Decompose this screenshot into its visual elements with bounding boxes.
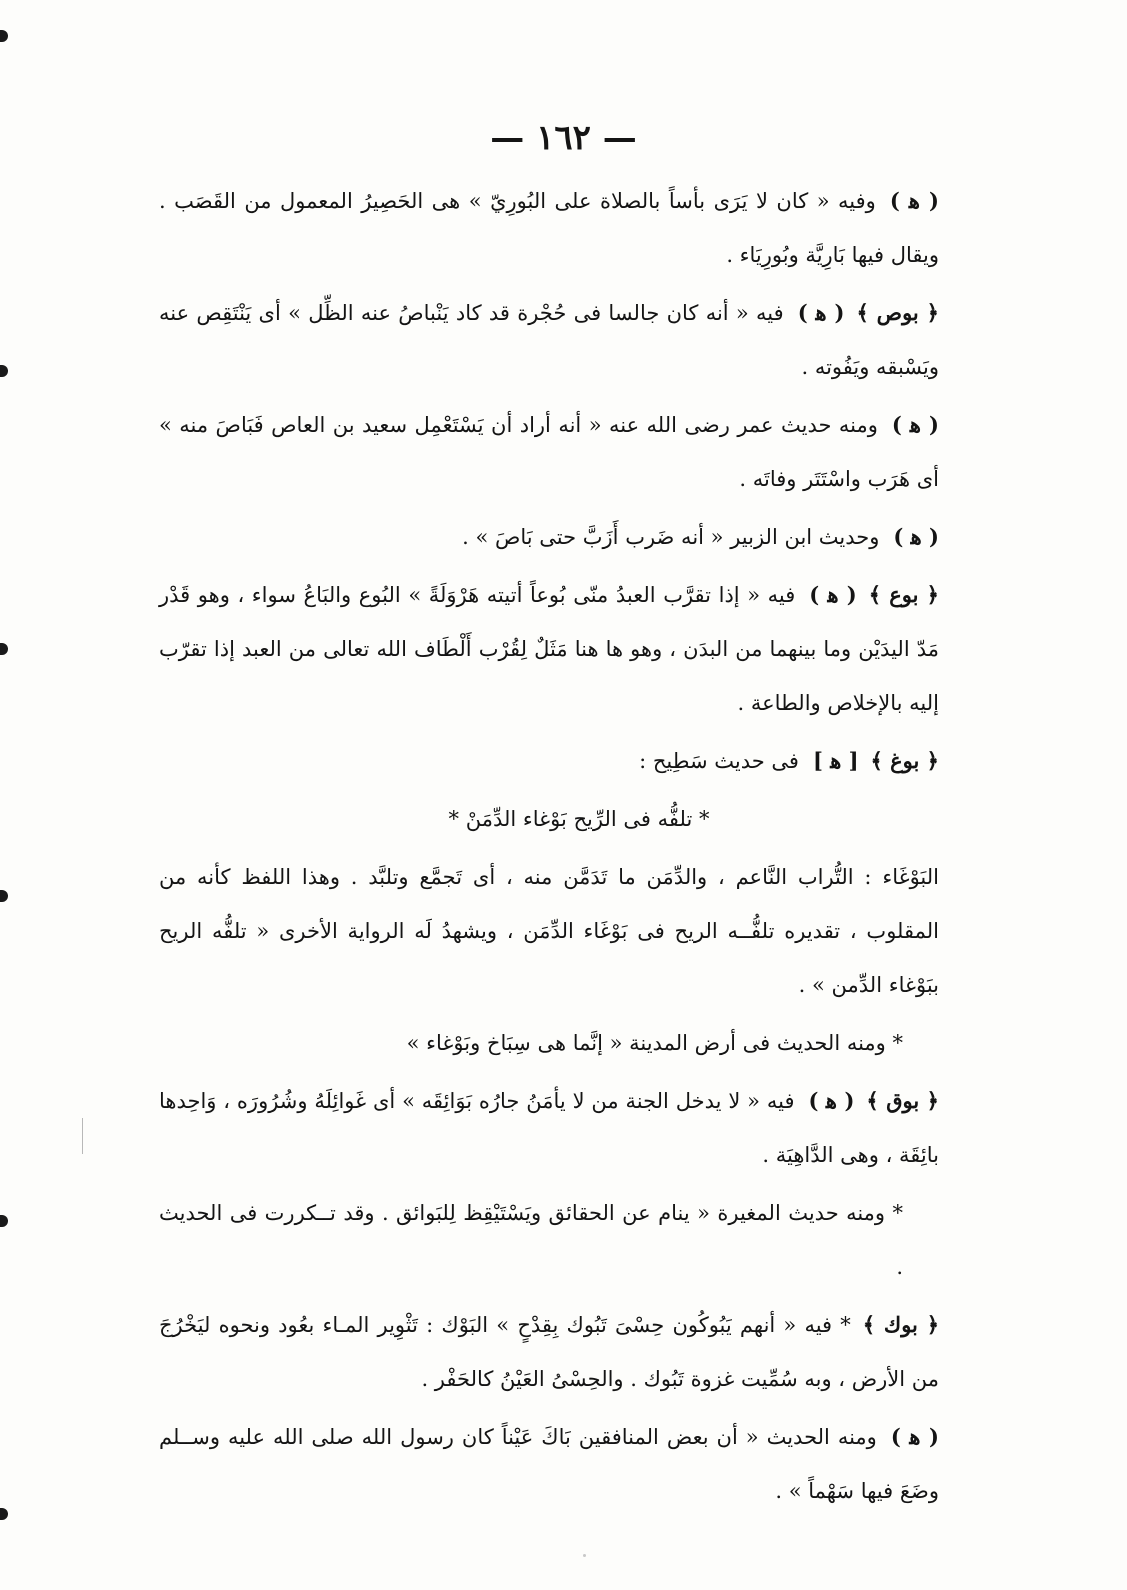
scan-dust-dot bbox=[583, 1554, 586, 1557]
entry-paragraph bbox=[159, 1074, 939, 1182]
entry-root-heading: ﴿ بوع ﴾ bbox=[868, 582, 939, 607]
source-mark: ( ﻫ ) bbox=[893, 524, 939, 549]
source-mark: ( ﻫ ) bbox=[889, 188, 939, 213]
entry-paragraph bbox=[159, 1410, 939, 1518]
page-body bbox=[159, 174, 939, 1522]
paragraph-text: * ومنه حديث المغيرة « ينام عن الحقائق ويَسْتَيْقِظ لِلبَوائق . وقد تــكررت فى الحديث . bbox=[159, 1201, 903, 1279]
entry-paragraph bbox=[159, 398, 939, 506]
paragraph-text: فيه « لا يدخل الجنة من لا يأمَنُ جارُه بَوَائِقَه » أى غَوائِلَهُ وشُرُورَه ، وَاحِدها بائِقَة ، وهى الدَّاهِيَة . bbox=[159, 1089, 939, 1167]
verse-line bbox=[159, 792, 939, 846]
scan-edge-mark bbox=[0, 643, 8, 655]
scan-edge-mark bbox=[0, 365, 8, 377]
entry-root-heading: ﴿ بوغ ﴾ bbox=[870, 748, 939, 773]
paragraph-text: البَوْغَاء : التُّراب النَّاعم ، والدِّمَن ما تَدَمَّن منه ، أى تَجمَّع وتلبَّد . وهذا اللفظ كأنه من المقلوب ، تقديره تلفُّــه الريح فى بَوْغَاء الدِّمَن ، ويشهدُ لَه الرواية الأخرى « تلفُّه الريح ببَوْغاء الدِّمن » . bbox=[159, 865, 939, 997]
source-mark: ( ﻫ ) bbox=[808, 1088, 855, 1113]
paragraph-text: فيه « إذا تقرَّب العبدُ منّى بُوعاً أتيته هَرْوَلَةً » البُوع والبَاعُ سواء ، وهو قَدْر مَدّ اليدَيْن وما بينهما من البدَن ، وهو ها هنا مَثَلٌ لِقُرْب أَلْطَاف الله تعالى من العبد إذا تقرّب إليه بالإخلاص والطاعة . bbox=[159, 583, 939, 715]
entry-root-heading: ﴿ بوص ﴾ bbox=[856, 300, 939, 325]
entry-paragraph bbox=[159, 286, 939, 394]
paragraph-text: * فيه « أنهم يَبُوكُون حِسْىَ تَبُوك بِقِدْحٍ » البَوْك : تَثْوِير المـاء بعُود ونحوه ليَخْرُجَ من الأرض ، وبه سُمِّيت غزوة تَبُوك . والحِسْىُ العَيْنُ كالحَفْر . bbox=[159, 1313, 939, 1391]
scan-edge-mark bbox=[0, 1215, 8, 1227]
paragraph-text: * تلفُّه فى الرِّيح بَوْغاء الدِّمَنْ * bbox=[448, 807, 710, 831]
paragraph-text: وحديث ابن الزبير « أنه ضَرب أَزَبَّ حتى بَاصَ » . bbox=[462, 525, 880, 549]
entry-paragraph bbox=[159, 510, 939, 564]
entry-paragraph bbox=[159, 1016, 939, 1070]
source-mark: ( ﻫ ) bbox=[809, 582, 857, 607]
page-number: — ١٦٢ — bbox=[490, 118, 637, 158]
entry-paragraph bbox=[159, 734, 939, 788]
scan-margin-line bbox=[82, 1118, 83, 1154]
entry-root-heading: ﴿ بوق ﴾ bbox=[866, 1088, 939, 1113]
paragraph-text: ومنه الحديث « أن بعض المنافقين بَاكَ عَيْناً كان رسول الله صلى الله عليه وســلم وضَعَ فيها سَهْماً » . bbox=[159, 1425, 939, 1503]
entry-root-heading: ﴿ بوك ﴾ bbox=[862, 1312, 939, 1337]
scan-edge-mark bbox=[0, 1508, 8, 1520]
source-mark: ( ﻫ ) bbox=[797, 300, 845, 325]
source-mark: ( ﻫ ) bbox=[891, 412, 939, 437]
entry-paragraph bbox=[159, 568, 939, 730]
paragraph-text: ومنه حديث عمر رضى الله عنه « أنه أراد أن يَسْتَعْمِل سعيد بن العاص فَبَاصَ منه » أى هَرَب واسْتَتَر وفاتَه . bbox=[159, 413, 939, 491]
source-mark: [ ﻫ ] bbox=[812, 748, 859, 773]
source-mark: ( ﻫ ) bbox=[890, 1424, 939, 1449]
scan-edge-mark bbox=[0, 30, 8, 42]
paragraph-text: * ومنه الحديث فى أرض المدينة « إنَّما هى سِبَاخ وبَوْغاء » bbox=[406, 1031, 903, 1055]
entry-paragraph bbox=[159, 1186, 939, 1294]
paragraph-text: وفيه « كان لا يَرَى بأساً بالصلاة على البُورِيّ » هى الحَصِيرُ المعمول من القَصَب . ويقال فيها بَارِيَّة وبُورِيَاء . bbox=[159, 189, 939, 267]
entry-paragraph bbox=[159, 850, 939, 1012]
paragraph-text: فيه « أنه كان جالسا فى حُجْرة قد كاد يَنْباصُ عنه الظِّل » أى يَنْتَقِص عنه ويَسْبقه ويَفُوته . bbox=[159, 301, 939, 379]
paragraph-text: فى حديث سَطِيح : bbox=[639, 749, 799, 773]
entry-paragraph bbox=[159, 1298, 939, 1406]
entry-paragraph bbox=[159, 174, 939, 282]
scan-edge-mark bbox=[0, 890, 8, 902]
